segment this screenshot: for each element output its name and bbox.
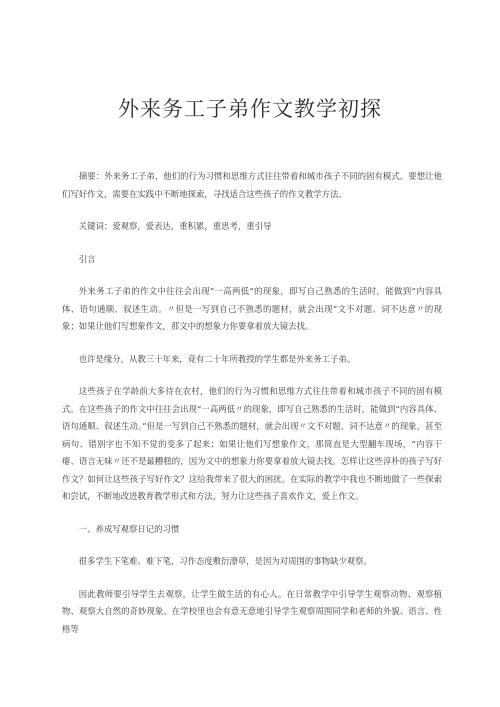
body-paragraph: 因此教师要引导学生去观察，让学生做生活的有心人。在日常教学中引导学生观察动物、观察植物、观察大自然的奇妙现象。在学校里也会有意无意地引导学生观察周围同学和老师的外貌、语言、性格等 [62,588,442,634]
abstract-paragraph: 摘要：外来务工子弟，他们的行为习惯和思维方式往往带着和城市孩子不同的固有模式。要想让他们写好作文，需要在实践中不断地探索，寻找适合这些孩子的作文教学方法。 [62,171,442,199]
document-title: 外来务工子弟作文教学初探 [118,97,382,121]
section-heading-introduction: 引言 [78,253,96,264]
section-heading-observation: 一、养成写观察日记的习惯 [78,523,180,534]
body-paragraph: 这些孩子在学龄前大多待在农村，他们的行为习惯和思维方式往往带着和城市孩子不同的固有模式。在这些孩子的作文中往往会出现“一高两低〃的现象，即写自己熟悉的生活时，能做到“内容具体、语句通顺、叙述生动。”但是一写到自己不熟悉的题材，就会出现〃文不对题、词不达意〃的现象，甚至病句、错别字也不知不觉的变多了起来；如果让他们写想象作文，那简直是大型翻车现场，“内容干瘪、语言无味〃还不是最糟糕的，因为文中的想象力你要拿着放大镜去找。怎样让这些淳朴的孩子写好作文？如何让这些孩子写好作文？这给我带来了很大的困扰。在实际的教学中我也不断地做了一些探索和尝试，不断地改进教育教学形式和方法，努力让这些孩子喜欢作文，爱上作文。 [62,386,442,501]
body-paragraph: 外来务工子弟的作文中往往会出现“一高两低”的现象，即写自己熟悉的生活时，能做到“内容具体、语句通顺、叙述生动。〃但是一写到自己不熟悉的题材，就会出现“文不对题、词不达意〃的现象；如果让他们写想象作文，那文中的想象力你要拿着放大镜去找。 [62,286,442,331]
document-body [62,168,442,654]
body-paragraph: 也许是缘分，从教三十年来，竟有二十年所教授的学生都是外来务工子弟。 [78,353,356,364]
keywords-paragraph: 关键词：爱观察，爱表达，重积累，重思考，重引导 [78,221,272,231]
body-paragraph: 很多学生下笔难、难下笔，习作态度敷衍潦草，是因为对周围的事物缺少观察。 [78,556,372,566]
